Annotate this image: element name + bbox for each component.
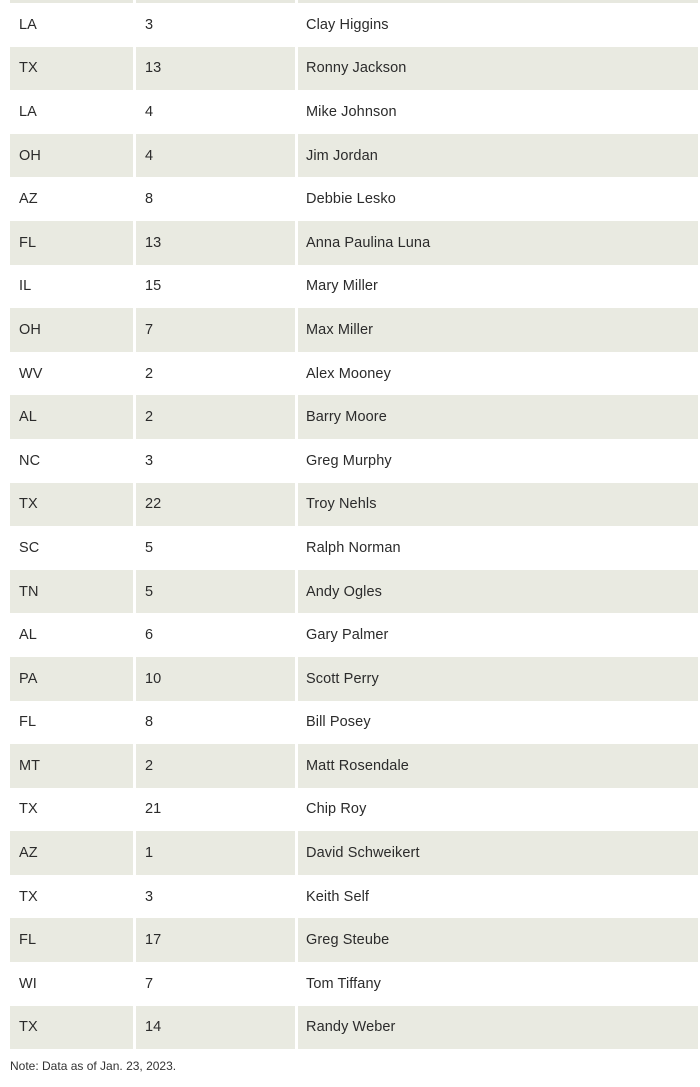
state-cell: FL bbox=[10, 701, 133, 745]
table-row bbox=[10, 221, 698, 265]
district-cell: 4 bbox=[136, 134, 295, 178]
table-row bbox=[10, 831, 698, 875]
district-cell: 4 bbox=[136, 90, 295, 134]
state-cell: LA bbox=[10, 90, 133, 134]
district-cell: 13 bbox=[136, 47, 295, 91]
table-row bbox=[10, 134, 698, 178]
name-cell: Scott Perry bbox=[298, 657, 698, 701]
table-row bbox=[10, 918, 698, 962]
district-cell: 3 bbox=[136, 439, 295, 483]
name-cell: Tom Tiffany bbox=[298, 962, 698, 1006]
district-cell: 6 bbox=[136, 613, 295, 657]
district-cell: 3 bbox=[136, 3, 295, 47]
district-cell: 1 bbox=[136, 831, 295, 875]
district-cell: 7 bbox=[136, 962, 295, 1006]
district-cell: 8 bbox=[136, 177, 295, 221]
district-cell: 8 bbox=[136, 701, 295, 745]
state-cell: IL bbox=[10, 265, 133, 309]
district-cell: 7 bbox=[136, 308, 295, 352]
table-row bbox=[10, 962, 698, 1006]
state-cell: OH bbox=[10, 134, 133, 178]
state-cell: FL bbox=[10, 918, 133, 962]
state-cell: TN bbox=[10, 570, 133, 614]
table-row bbox=[10, 265, 698, 309]
name-cell: Greg Steube bbox=[298, 918, 698, 962]
name-cell: Andy Ogles bbox=[298, 570, 698, 614]
district-cell: 13 bbox=[136, 221, 295, 265]
name-cell: Alex Mooney bbox=[298, 352, 698, 396]
state-cell: TX bbox=[10, 1006, 133, 1050]
state-cell: SC bbox=[10, 526, 133, 570]
name-cell: David Schweikert bbox=[298, 831, 698, 875]
district-cell: 14 bbox=[136, 1006, 295, 1050]
state-cell: AZ bbox=[10, 177, 133, 221]
state-cell: AL bbox=[10, 613, 133, 657]
representatives-table bbox=[10, 0, 698, 1049]
table-row bbox=[10, 875, 698, 919]
table-row bbox=[10, 439, 698, 483]
district-cell: 5 bbox=[136, 526, 295, 570]
name-cell: Bill Posey bbox=[298, 701, 698, 745]
state-cell: TX bbox=[10, 875, 133, 919]
name-cell: Gary Palmer bbox=[298, 613, 698, 657]
district-cell: 5 bbox=[136, 570, 295, 614]
state-cell: OH bbox=[10, 308, 133, 352]
name-cell: Anna Paulina Luna bbox=[298, 221, 698, 265]
table-row bbox=[10, 308, 698, 352]
district-cell: 2 bbox=[136, 744, 295, 788]
name-cell: Randy Weber bbox=[298, 1006, 698, 1050]
table-row bbox=[10, 3, 698, 47]
table-note: Note: Data as of Jan. 23, 2023. bbox=[10, 1059, 177, 1073]
district-cell: 10 bbox=[136, 657, 295, 701]
district-cell: 17 bbox=[136, 918, 295, 962]
name-cell: Keith Self bbox=[298, 875, 698, 919]
name-cell: Ralph Norman bbox=[298, 526, 698, 570]
state-cell: TX bbox=[10, 47, 133, 91]
district-cell: 3 bbox=[136, 875, 295, 919]
state-cell: TX bbox=[10, 788, 133, 832]
district-cell: 15 bbox=[136, 265, 295, 309]
name-cell: Barry Moore bbox=[298, 395, 698, 439]
name-cell: Troy Nehls bbox=[298, 483, 698, 527]
name-cell: Chip Roy bbox=[298, 788, 698, 832]
state-cell: WV bbox=[10, 352, 133, 396]
table-row bbox=[10, 90, 698, 134]
table-row bbox=[10, 395, 698, 439]
name-cell: Mike Johnson bbox=[298, 90, 698, 134]
name-cell: Max Miller bbox=[298, 308, 698, 352]
district-cell: 21 bbox=[136, 788, 295, 832]
state-cell: LA bbox=[10, 3, 133, 47]
name-cell: Clay Higgins bbox=[298, 3, 698, 47]
district-cell: 2 bbox=[136, 395, 295, 439]
table-row bbox=[10, 1006, 698, 1050]
state-cell: PA bbox=[10, 657, 133, 701]
table-row bbox=[10, 483, 698, 527]
state-cell: WI bbox=[10, 962, 133, 1006]
table-row bbox=[10, 570, 698, 614]
district-cell: 22 bbox=[136, 483, 295, 527]
name-cell: Greg Murphy bbox=[298, 439, 698, 483]
table-row bbox=[10, 701, 698, 745]
table-row bbox=[10, 352, 698, 396]
table-row bbox=[10, 177, 698, 221]
name-cell: Mary Miller bbox=[298, 265, 698, 309]
table-row bbox=[10, 657, 698, 701]
name-cell: Matt Rosendale bbox=[298, 744, 698, 788]
state-cell: TX bbox=[10, 483, 133, 527]
state-cell: MT bbox=[10, 744, 133, 788]
table-row bbox=[10, 47, 698, 91]
state-cell: AZ bbox=[10, 831, 133, 875]
table-row bbox=[10, 788, 698, 832]
table-row bbox=[10, 613, 698, 657]
district-cell: 2 bbox=[136, 352, 295, 396]
state-cell: NC bbox=[10, 439, 133, 483]
state-cell: FL bbox=[10, 221, 133, 265]
name-cell: Ronny Jackson bbox=[298, 47, 698, 91]
name-cell: Jim Jordan bbox=[298, 134, 698, 178]
state-cell: AL bbox=[10, 395, 133, 439]
table-row bbox=[10, 744, 698, 788]
name-cell: Debbie Lesko bbox=[298, 177, 698, 221]
table-row bbox=[10, 526, 698, 570]
